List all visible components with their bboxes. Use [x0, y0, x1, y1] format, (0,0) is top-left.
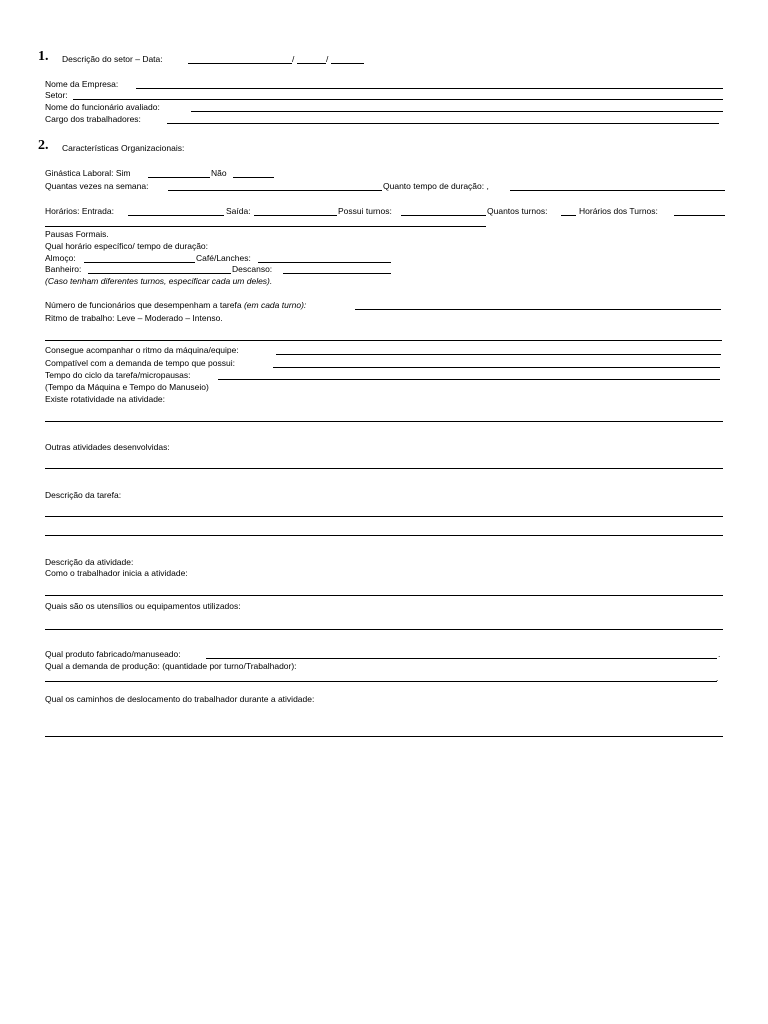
quantas-vezes-field[interactable]: [168, 190, 382, 191]
ritmo-field[interactable]: [45, 340, 722, 341]
funcionario-label: Nome do funcionário avaliado:: [45, 102, 160, 112]
entrada-field[interactable]: [128, 215, 224, 216]
section-2-number: 2.: [38, 138, 49, 153]
produto-label: Qual produto fabricado/manuseado:: [45, 649, 181, 659]
caso-turnos-note: (Caso tenham diferentes turnos, especificar cada um deles).: [45, 276, 273, 286]
ritmo-label: Ritmo de trabalho: Leve – Moderado – Intenso.: [45, 313, 223, 323]
como-inicia-label: Como o trabalhador inicia a atividade:: [45, 568, 188, 578]
utensilios-label: Quais são os utensílios ou equipamentos utilizados:: [45, 601, 241, 611]
em-cada-turno-text: (em cada turno):: [243, 300, 307, 310]
ginastica-nao-field[interactable]: [233, 177, 274, 178]
horarios-turnos-label: Horários dos Turnos:: [579, 206, 658, 216]
empresa-field[interactable]: [136, 88, 723, 89]
funcionario-field[interactable]: [191, 111, 723, 112]
numero-funcionarios-text: Número de funcionários que desempenham a tarefa: [45, 300, 242, 310]
banheiro-field[interactable]: [88, 273, 231, 274]
quantas-vezes-label: Quantas vezes na semana:: [45, 181, 149, 191]
descricao-tarefa-label: Descrição da tarefa:: [45, 490, 122, 500]
cafe-label: Café/Lanches:: [196, 253, 251, 263]
demanda-period: .: [716, 673, 719, 683]
quantos-turnos-field[interactable]: [561, 215, 576, 216]
utensilios-field[interactable]: [45, 629, 723, 630]
horarios-turnos-field[interactable]: [674, 215, 725, 216]
date-day-line[interactable]: [188, 63, 292, 64]
consegue-label: Consegue acompanhar o ritmo da máquina/equipe:: [45, 345, 239, 355]
section-2-heading: Características Organizacionais:: [62, 143, 185, 153]
descricao-atividade-label: Descrição da atividade:: [45, 557, 134, 567]
cargo-label: Cargo dos trabalhadores:: [45, 114, 141, 124]
date-separator: /: [326, 54, 329, 64]
numero-funcionarios-label: [45, 300, 306, 310]
produto-field[interactable]: [206, 658, 717, 659]
saida-label: Saída:: [226, 206, 251, 216]
compativel-label: Compatível com a demanda de tempo que possui:: [45, 358, 235, 368]
outras-atividades-field[interactable]: [45, 468, 723, 469]
horarios-entrada-label: Horários: Entrada:: [45, 206, 114, 216]
date-month-line[interactable]: [297, 63, 326, 64]
pausas-formais: Pausas Formais.: [45, 229, 109, 239]
caminhos-field[interactable]: [45, 736, 723, 737]
tempo-ciclo-field[interactable]: [218, 379, 720, 380]
como-inicia-field[interactable]: [45, 595, 723, 596]
demanda-label: Qual a demanda de produção: (quantidade por turno/Trabalhador):: [45, 661, 297, 671]
caminhos-label: Qual os caminhos de deslocamento do trabalhador durante a atividade:: [45, 694, 315, 704]
quantos-turnos-label: Quantos turnos:: [487, 206, 548, 216]
possui-turnos-label: Possui turnos:: [338, 206, 392, 216]
cargo-field[interactable]: [167, 123, 719, 124]
section-1-heading: Descrição do setor – Data:: [62, 54, 163, 64]
demanda-field[interactable]: [45, 681, 717, 682]
quanto-tempo-label: Quanto tempo de duração: ,: [383, 181, 489, 191]
setor-field[interactable]: [73, 99, 723, 100]
rotatividade-field[interactable]: [45, 421, 723, 422]
outras-atividades-label: Outras atividades desenvolvidas:: [45, 442, 170, 452]
almoco-field[interactable]: [84, 262, 195, 263]
possui-turnos-field[interactable]: [401, 215, 486, 216]
descanso-label: Descanso:: [232, 264, 273, 274]
descricao-tarefa-field-2[interactable]: [45, 535, 723, 536]
banheiro-label: Banheiro:: [45, 264, 82, 274]
descricao-tarefa-field-1[interactable]: [45, 516, 723, 517]
produto-period: .: [718, 649, 721, 659]
date-year-line[interactable]: [331, 63, 364, 64]
numero-funcionarios-field[interactable]: [355, 309, 721, 310]
qual-horario-label: Qual horário específico/ tempo de duração:: [45, 241, 209, 251]
almoco-label: Almoço:: [45, 253, 76, 263]
horarios-extra-line[interactable]: [45, 226, 486, 227]
date-separator: /: [292, 54, 295, 64]
compativel-field[interactable]: [273, 367, 720, 368]
setor-label: Setor:: [45, 90, 68, 100]
saida-field[interactable]: [254, 215, 337, 216]
tempo-ciclo-label: Tempo do ciclo da tarefa/micropausas:: [45, 370, 191, 380]
ginastica-label: Ginástica Laboral: Sim: [45, 168, 131, 178]
empresa-label: Nome da Empresa:: [45, 79, 119, 89]
consegue-field[interactable]: [276, 354, 721, 355]
descanso-field[interactable]: [283, 273, 391, 274]
rotatividade-label: Existe rotatividade na atividade:: [45, 394, 166, 404]
quanto-tempo-field[interactable]: [510, 190, 725, 191]
cafe-field[interactable]: [258, 262, 391, 263]
ginastica-sim-field[interactable]: [148, 177, 210, 178]
nao-label: Não: [211, 168, 227, 178]
tempo-maquina-note: (Tempo da Máquina e Tempo do Manuseio): [45, 382, 209, 392]
section-1-number: 1.: [38, 49, 49, 64]
